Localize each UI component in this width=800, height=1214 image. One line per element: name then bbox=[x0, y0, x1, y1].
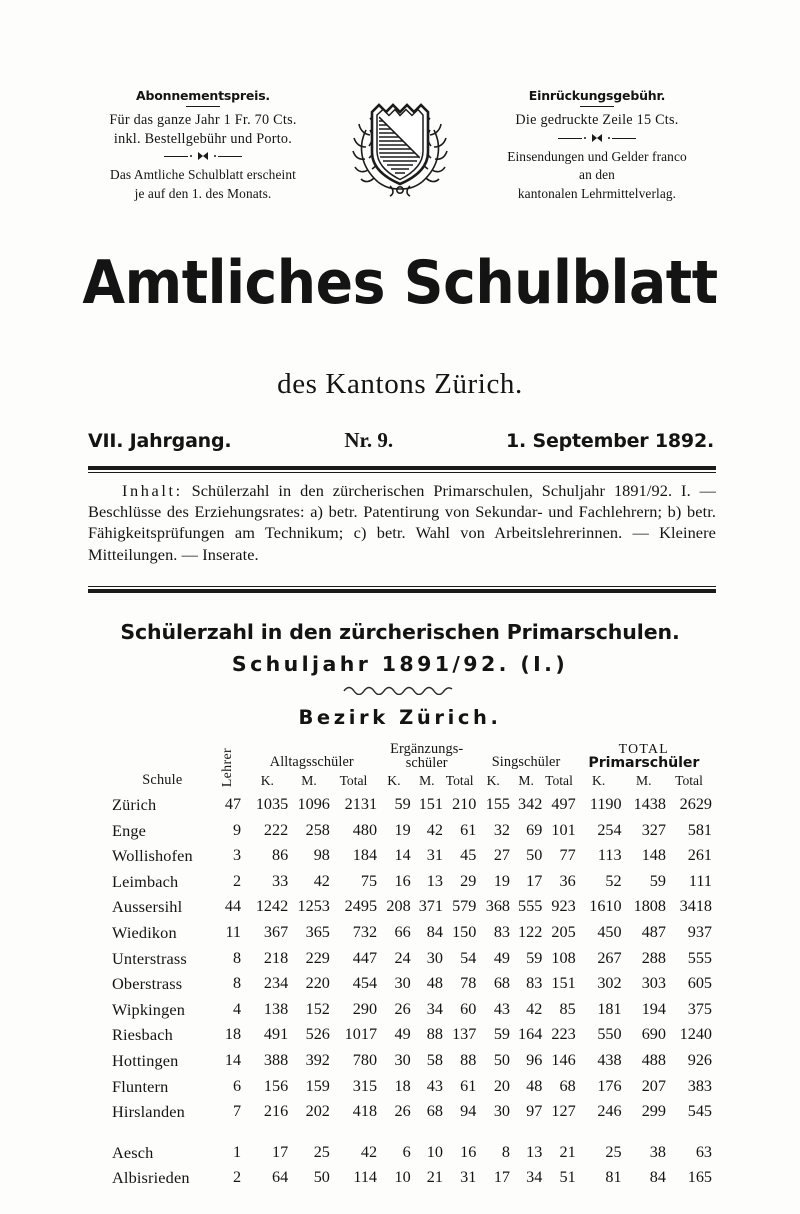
col-group-ergaenzungsschueler bbox=[377, 740, 476, 771]
cell-s-k: 30 bbox=[493, 1102, 511, 1121]
cell-t-k: 267 bbox=[597, 948, 622, 967]
cell-e-t: 61 bbox=[460, 1076, 477, 1095]
publication-note-line-1: Das Amtliche Schulblatt erscheint bbox=[110, 167, 296, 182]
cell-lehrer: 2 bbox=[232, 1168, 242, 1187]
cell-a-m: 25 bbox=[313, 1142, 330, 1161]
issue-date: 1. September 1892. bbox=[506, 430, 714, 452]
issue-number: Nr. 9. bbox=[344, 428, 394, 452]
cell-e-k: 30 bbox=[394, 1050, 411, 1069]
table-row[interactable] bbox=[112, 1140, 712, 1166]
cell-a-t: 2131 bbox=[344, 795, 378, 813]
cell-t-t: 165 bbox=[687, 1168, 712, 1187]
cell-e-k: 66 bbox=[394, 922, 411, 941]
cell-a-t: 2495 bbox=[344, 897, 378, 916]
issue-volume: VII. Jahrgang. bbox=[88, 430, 232, 452]
cell-e-k: 59 bbox=[394, 795, 411, 813]
col-header-lehrer-label: Lehrer bbox=[218, 747, 234, 787]
cell-s-t: 36 bbox=[559, 871, 576, 890]
cell-e-k: 10 bbox=[394, 1168, 411, 1187]
cell-a-m: 1096 bbox=[297, 795, 330, 813]
cell-e-m: 30 bbox=[426, 948, 443, 967]
cell-s-m: 342 bbox=[518, 795, 543, 813]
cell-e-t: 31 bbox=[460, 1168, 477, 1187]
table-row[interactable] bbox=[112, 818, 712, 844]
cell-a-m: 152 bbox=[305, 999, 330, 1018]
cell-s-t: 497 bbox=[551, 795, 576, 813]
cell-s-m: 59 bbox=[526, 948, 543, 967]
table-row[interactable] bbox=[112, 1022, 712, 1048]
cell-lehrer: 2 bbox=[232, 871, 242, 890]
subcol-ergaenzung-total: Total bbox=[445, 773, 474, 788]
cell-e-t: 29 bbox=[460, 871, 477, 890]
cell-a-t: 114 bbox=[353, 1168, 378, 1187]
cell-t-t: 63 bbox=[695, 1142, 712, 1161]
cell-a-t: 75 bbox=[360, 871, 378, 890]
cell-t-k: 246 bbox=[597, 1102, 622, 1121]
cell-s-m: 69 bbox=[526, 820, 543, 839]
cell-e-m: 88 bbox=[426, 1025, 443, 1044]
cell-t-t: 937 bbox=[687, 922, 712, 941]
cell-a-t: 732 bbox=[352, 922, 378, 941]
cell-s-m: 50 bbox=[526, 846, 543, 865]
cell-lehrer: 8 bbox=[232, 974, 242, 993]
cell-lehrer: 11 bbox=[225, 922, 242, 941]
cell-s-m: 17 bbox=[526, 871, 543, 890]
cell-a-t: 315 bbox=[352, 1076, 378, 1095]
cell-lehrer: 4 bbox=[232, 999, 242, 1018]
cell-lehrer: 8 bbox=[232, 948, 242, 967]
subcol-ergaenzung-m: M. bbox=[419, 773, 435, 788]
cell-s-k: 83 bbox=[493, 922, 511, 941]
zurich-coat-of-arms-icon bbox=[346, 90, 454, 202]
cell-s-m: 97 bbox=[526, 1102, 543, 1121]
cell-t-k: 450 bbox=[597, 922, 622, 941]
subcol-sing-m: M. bbox=[518, 773, 534, 788]
cell-e-m: 42 bbox=[426, 820, 443, 839]
cell-a-m: 202 bbox=[305, 1102, 330, 1121]
cell-e-k: 16 bbox=[394, 871, 411, 890]
cell-e-m: 21 bbox=[426, 1168, 443, 1187]
cell-lehrer: 7 bbox=[232, 1102, 242, 1121]
subcol-alltag-m: M. bbox=[301, 773, 317, 788]
cell-e-t: 54 bbox=[460, 948, 477, 967]
cell-a-k: 1242 bbox=[255, 897, 289, 916]
cell-s-m: 96 bbox=[526, 1050, 543, 1069]
cell-t-k: 81 bbox=[605, 1168, 622, 1187]
cell-s-k: 43 bbox=[493, 999, 511, 1018]
cell-schule: Zürich bbox=[112, 795, 157, 814]
table-row[interactable] bbox=[112, 869, 712, 895]
cell-s-k: 17 bbox=[493, 1168, 511, 1187]
cell-schule: Wiedikon bbox=[112, 922, 177, 942]
cell-a-k: 86 bbox=[272, 846, 289, 865]
submission-note-line-1: Einsendungen und Gelder franco bbox=[507, 148, 687, 164]
cell-a-t: 780 bbox=[352, 1050, 378, 1069]
cell-schule: Aesch bbox=[112, 1142, 154, 1162]
cell-e-t: 88 bbox=[460, 1050, 477, 1069]
col-group-ergaenzung-line2: schüler bbox=[405, 755, 448, 772]
cell-t-k: 1190 bbox=[589, 795, 622, 813]
col-group-singschueler: Singschüler bbox=[491, 754, 561, 771]
contents-text: Schülerzahl in den zürcherischen Primarschulen, Schuljahr 1891/92. I. — Beschlüsse des Erziehungsrates: a) betr. Patentirung von Sekundar- und Fachlehrern; b) betr. Fähigkeitsprüfungen am Technikum; c) betr. Wahl von Arbeitslehrerinnen. — Kleinere Mitteilungen. — Inserate. bbox=[88, 481, 716, 564]
cell-a-t: 1017 bbox=[344, 1025, 378, 1044]
cell-e-k: 6 bbox=[402, 1142, 411, 1161]
cell-lehrer: 3 bbox=[232, 846, 242, 865]
cell-t-k: 52 bbox=[605, 871, 622, 890]
table-head bbox=[112, 740, 712, 792]
cell-schule: Wipkingen bbox=[112, 999, 186, 1019]
cell-t-t: 581 bbox=[687, 820, 712, 839]
cell-a-k: 138 bbox=[263, 999, 289, 1018]
cell-t-m: 148 bbox=[641, 846, 666, 865]
cell-e-t: 78 bbox=[460, 974, 477, 993]
cell-e-m: 68 bbox=[426, 1102, 443, 1121]
cell-s-k: 8 bbox=[501, 1142, 511, 1161]
cell-t-m: 487 bbox=[641, 922, 666, 941]
cell-a-m: 229 bbox=[305, 948, 330, 967]
cell-s-t: 146 bbox=[551, 1050, 576, 1069]
cell-e-t: 137 bbox=[452, 1025, 477, 1044]
short-rule bbox=[186, 106, 220, 107]
contents-label: Inhalt: bbox=[122, 481, 183, 500]
cell-a-t: 290 bbox=[352, 999, 378, 1018]
cell-s-m: 122 bbox=[518, 922, 543, 941]
cell-e-k: 49 bbox=[394, 1025, 411, 1044]
cell-a-k: 156 bbox=[263, 1076, 289, 1095]
cell-e-t: 579 bbox=[452, 897, 477, 916]
cell-s-k: 59 bbox=[493, 1025, 511, 1044]
cell-e-m: 84 bbox=[426, 922, 443, 941]
cell-t-m: 59 bbox=[649, 871, 666, 890]
cell-t-t: 926 bbox=[687, 1050, 712, 1069]
subcol-sing-k: K. bbox=[486, 773, 500, 788]
subscription-price-title: Abonnementspreis. bbox=[136, 88, 270, 103]
cell-e-m: 151 bbox=[418, 795, 443, 813]
cell-a-k: 491 bbox=[263, 1025, 289, 1044]
masthead-left-block bbox=[78, 88, 328, 203]
cell-t-k: 438 bbox=[597, 1050, 622, 1069]
cell-s-t: 77 bbox=[559, 846, 576, 865]
cell-lehrer: 18 bbox=[224, 1025, 242, 1044]
cell-e-m: 371 bbox=[418, 897, 443, 916]
table-row[interactable] bbox=[112, 1074, 712, 1100]
cell-t-k: 254 bbox=[597, 820, 622, 839]
cell-schule: Hottingen bbox=[112, 1050, 179, 1070]
cell-s-t: 151 bbox=[551, 974, 576, 993]
students-table bbox=[112, 740, 712, 1191]
table-row-spacer bbox=[112, 1125, 712, 1140]
cell-e-t: 150 bbox=[452, 922, 477, 941]
cell-a-k: 216 bbox=[263, 1102, 289, 1121]
cell-t-t: 555 bbox=[687, 948, 712, 967]
cell-t-m: 488 bbox=[641, 1050, 666, 1069]
cell-s-k: 50 bbox=[493, 1050, 511, 1069]
cell-e-m: 31 bbox=[426, 846, 443, 865]
cell-t-k: 302 bbox=[597, 974, 622, 993]
cell-schule: Leimbach bbox=[112, 871, 179, 891]
cell-lehrer: 14 bbox=[224, 1050, 242, 1069]
ornament-divider-icon bbox=[164, 152, 242, 161]
cell-s-k: 49 bbox=[493, 948, 511, 967]
cell-e-t: 61 bbox=[460, 820, 477, 839]
cell-t-m: 299 bbox=[641, 1102, 666, 1121]
issue-line bbox=[88, 428, 714, 453]
cell-schule: Hirslanden bbox=[112, 1102, 185, 1122]
cell-a-m: 365 bbox=[305, 922, 330, 941]
cell-t-k: 550 bbox=[597, 1025, 622, 1044]
cell-lehrer: 44 bbox=[224, 897, 242, 916]
cell-a-m: 98 bbox=[313, 846, 330, 865]
table-row[interactable] bbox=[112, 792, 712, 818]
masthead-right-block bbox=[472, 88, 722, 203]
cell-s-t: 127 bbox=[551, 1102, 576, 1121]
subcol-total-k: K. bbox=[592, 773, 606, 788]
cell-e-k: 14 bbox=[394, 846, 411, 865]
table-row[interactable] bbox=[112, 971, 712, 997]
col-group-primarschueler-label: Primarschüler bbox=[588, 755, 700, 772]
cell-s-m: 48 bbox=[526, 1076, 543, 1095]
cell-t-m: 327 bbox=[641, 820, 666, 839]
cell-e-m: 13 bbox=[426, 871, 443, 890]
table-row[interactable] bbox=[112, 997, 712, 1023]
cell-s-m: 83 bbox=[526, 974, 543, 993]
subscription-price-line-2: inkl. Bestellgebühr und Porto. bbox=[113, 130, 293, 147]
cell-s-k: 68 bbox=[493, 974, 511, 993]
short-rule bbox=[580, 106, 614, 107]
subcol-alltag-k: K. bbox=[260, 773, 274, 788]
cell-s-t: 205 bbox=[551, 922, 576, 941]
cell-a-m: 50 bbox=[313, 1168, 330, 1187]
cell-schule: Oberstrass bbox=[112, 974, 183, 994]
cell-e-k: 208 bbox=[386, 897, 411, 916]
col-header-schule: Schule bbox=[142, 772, 183, 788]
col-group-alltagsschueler: Alltagsschüler bbox=[269, 754, 354, 771]
cell-t-t: 111 bbox=[688, 871, 712, 890]
cell-s-t: 21 bbox=[559, 1142, 576, 1161]
rule-above-contents bbox=[88, 466, 716, 473]
cell-a-m: 392 bbox=[305, 1050, 330, 1069]
cell-e-k: 26 bbox=[394, 999, 411, 1018]
cell-s-t: 51 bbox=[559, 1168, 576, 1187]
cell-t-t: 545 bbox=[687, 1102, 712, 1121]
cell-schule: Enge bbox=[112, 820, 147, 840]
cell-a-k: 64 bbox=[272, 1168, 289, 1187]
cell-e-k: 18 bbox=[394, 1076, 411, 1095]
table-row[interactable] bbox=[112, 946, 712, 972]
cell-t-t: 605 bbox=[687, 974, 712, 993]
cell-schule: Wollishofen bbox=[112, 846, 193, 866]
submission-note-line-2: an den bbox=[579, 167, 615, 182]
cell-s-t: 68 bbox=[559, 1076, 576, 1095]
cell-a-t: 480 bbox=[352, 820, 378, 839]
cell-a-k: 222 bbox=[263, 820, 289, 839]
cell-s-t: 108 bbox=[551, 948, 576, 967]
page-subtitle: des Kantons Zürich. bbox=[277, 368, 523, 400]
table-body bbox=[112, 792, 712, 1191]
ornament-divider-icon bbox=[558, 134, 636, 143]
cell-lehrer: 6 bbox=[232, 1076, 242, 1095]
subcol-alltag-total: Total bbox=[339, 773, 368, 788]
cell-t-m: 84 bbox=[649, 1168, 666, 1187]
subcol-sing-total: Total bbox=[545, 773, 573, 788]
crest-container bbox=[340, 88, 460, 202]
rule-below-contents bbox=[88, 586, 716, 593]
cell-a-k: 234 bbox=[263, 974, 289, 993]
cell-s-m: 164 bbox=[518, 1025, 543, 1044]
cell-lehrer: 1 bbox=[232, 1142, 242, 1161]
col-group-total-primarschueler bbox=[576, 740, 712, 771]
cell-t-m: 38 bbox=[649, 1142, 666, 1161]
cell-a-k: 388 bbox=[263, 1050, 289, 1069]
section-heading-district: Bezirk Zürich. bbox=[298, 706, 502, 729]
cell-s-k: 20 bbox=[493, 1076, 511, 1095]
subcol-total-m: M. bbox=[636, 773, 652, 788]
cell-a-t: 447 bbox=[352, 948, 378, 967]
cell-t-m: 207 bbox=[641, 1076, 666, 1095]
table-row[interactable] bbox=[112, 843, 712, 869]
contents-block bbox=[88, 480, 716, 565]
subscription-price-line-1: Für das ganze Jahr 1 Fr. 70 Cts. bbox=[109, 112, 297, 128]
col-group-ergaenzung-line1: Ergänzungs- bbox=[390, 741, 464, 758]
cell-a-m: 42 bbox=[313, 871, 330, 890]
cell-e-k: 26 bbox=[394, 1102, 411, 1121]
cell-a-m: 258 bbox=[305, 820, 330, 839]
cell-schule: Unterstrass bbox=[112, 948, 187, 968]
cell-schule: Albisrieden bbox=[112, 1168, 190, 1188]
cell-e-m: 48 bbox=[426, 974, 443, 993]
students-table-container bbox=[112, 740, 712, 1191]
cell-e-m: 10 bbox=[426, 1142, 443, 1161]
cell-s-t: 923 bbox=[551, 897, 576, 916]
cell-e-t: 45 bbox=[460, 846, 477, 865]
cell-e-m: 34 bbox=[426, 999, 443, 1018]
cell-t-t: 2629 bbox=[679, 795, 712, 813]
cell-s-t: 101 bbox=[551, 820, 576, 839]
cell-e-t: 16 bbox=[460, 1142, 477, 1161]
insertion-fee-title: Einrückungsgebühr. bbox=[528, 88, 666, 103]
submission-note-line-3: kantonalen Lehrmittelverlag. bbox=[517, 185, 677, 201]
cell-a-m: 220 bbox=[305, 974, 330, 993]
cell-a-t: 42 bbox=[360, 1142, 378, 1161]
cell-t-m: 1438 bbox=[633, 795, 666, 813]
cell-s-k: 27 bbox=[493, 846, 511, 865]
cell-schule: Aussersihl bbox=[112, 897, 183, 917]
cell-t-k: 113 bbox=[597, 846, 622, 865]
cell-s-t: 223 bbox=[551, 1025, 576, 1044]
cell-t-t: 375 bbox=[687, 999, 712, 1018]
cell-e-t: 60 bbox=[460, 999, 477, 1018]
table-row[interactable] bbox=[112, 894, 712, 920]
cell-e-k: 19 bbox=[394, 820, 411, 839]
cell-s-k: 19 bbox=[493, 871, 511, 890]
cell-s-m: 13 bbox=[526, 1142, 543, 1161]
masthead bbox=[78, 88, 722, 203]
cell-t-k: 25 bbox=[605, 1142, 622, 1161]
cell-s-m: 34 bbox=[526, 1168, 543, 1187]
cell-t-m: 194 bbox=[641, 999, 666, 1018]
publication-note-line-2: je auf den 1. des Monats. bbox=[134, 185, 272, 201]
cell-e-k: 30 bbox=[394, 974, 411, 993]
cell-a-k: 17 bbox=[272, 1142, 289, 1161]
cell-t-k: 176 bbox=[597, 1076, 622, 1095]
cell-a-t: 184 bbox=[352, 846, 378, 865]
cell-e-t: 94 bbox=[460, 1102, 477, 1121]
cell-a-m: 159 bbox=[305, 1076, 330, 1095]
cell-s-m: 42 bbox=[526, 999, 543, 1018]
col-header-lehrer bbox=[213, 740, 241, 792]
cell-a-k: 1035 bbox=[255, 795, 289, 813]
cell-t-m: 303 bbox=[641, 974, 666, 993]
table-row[interactable] bbox=[112, 1099, 712, 1125]
cell-a-t: 454 bbox=[352, 974, 378, 993]
cell-t-m: 690 bbox=[641, 1025, 666, 1044]
table-header-group-row bbox=[112, 740, 712, 771]
squiggle-divider-icon bbox=[0, 682, 800, 698]
section-heading-schoolyear: Schuljahr 1891/92. (I.) bbox=[231, 652, 569, 676]
cell-s-t: 85 bbox=[559, 999, 576, 1018]
cell-schule: Fluntern bbox=[112, 1076, 169, 1096]
cell-t-k: 1610 bbox=[589, 897, 622, 916]
section-heading-primary: Schülerzahl in den zürcherischen Primarschulen. bbox=[120, 620, 680, 644]
cell-t-t: 383 bbox=[687, 1076, 712, 1095]
cell-e-t: 210 bbox=[452, 795, 477, 813]
cell-a-k: 33 bbox=[272, 871, 289, 890]
page-title: Amtliches Schulblatt bbox=[82, 248, 718, 318]
table-row[interactable] bbox=[112, 1048, 712, 1074]
cell-schule: Riesbach bbox=[112, 1025, 173, 1045]
cell-t-m: 288 bbox=[641, 948, 666, 967]
subcol-total-total: Total bbox=[675, 773, 703, 788]
col-group-total-label: TOTAL bbox=[618, 741, 670, 757]
cell-a-k: 367 bbox=[263, 922, 289, 941]
cell-lehrer: 47 bbox=[224, 795, 242, 813]
cell-s-k: 368 bbox=[485, 897, 511, 916]
cell-a-m: 526 bbox=[305, 1025, 330, 1044]
cell-a-t: 418 bbox=[352, 1102, 378, 1121]
table-row[interactable] bbox=[112, 1165, 712, 1191]
table-row[interactable] bbox=[112, 920, 712, 946]
cell-a-k: 218 bbox=[263, 948, 289, 967]
cell-lehrer: 9 bbox=[232, 820, 242, 839]
cell-e-m: 43 bbox=[426, 1076, 443, 1095]
cell-t-t: 3418 bbox=[679, 897, 712, 916]
cell-t-k: 181 bbox=[597, 999, 622, 1018]
cell-t-t: 261 bbox=[687, 846, 712, 865]
cell-s-k: 32 bbox=[493, 820, 511, 839]
cell-t-m: 1808 bbox=[633, 897, 666, 916]
cell-a-m: 1253 bbox=[297, 897, 330, 916]
cell-e-k: 24 bbox=[394, 948, 411, 967]
insertion-fee-line-1: Die gedruckte Zeile 15 Cts. bbox=[515, 112, 679, 128]
cell-s-k: 155 bbox=[485, 795, 511, 813]
subcol-ergaenzung-k: K. bbox=[387, 773, 401, 788]
cell-s-m: 555 bbox=[518, 897, 543, 916]
cell-e-m: 58 bbox=[426, 1050, 443, 1069]
cell-t-t: 1240 bbox=[679, 1025, 712, 1044]
